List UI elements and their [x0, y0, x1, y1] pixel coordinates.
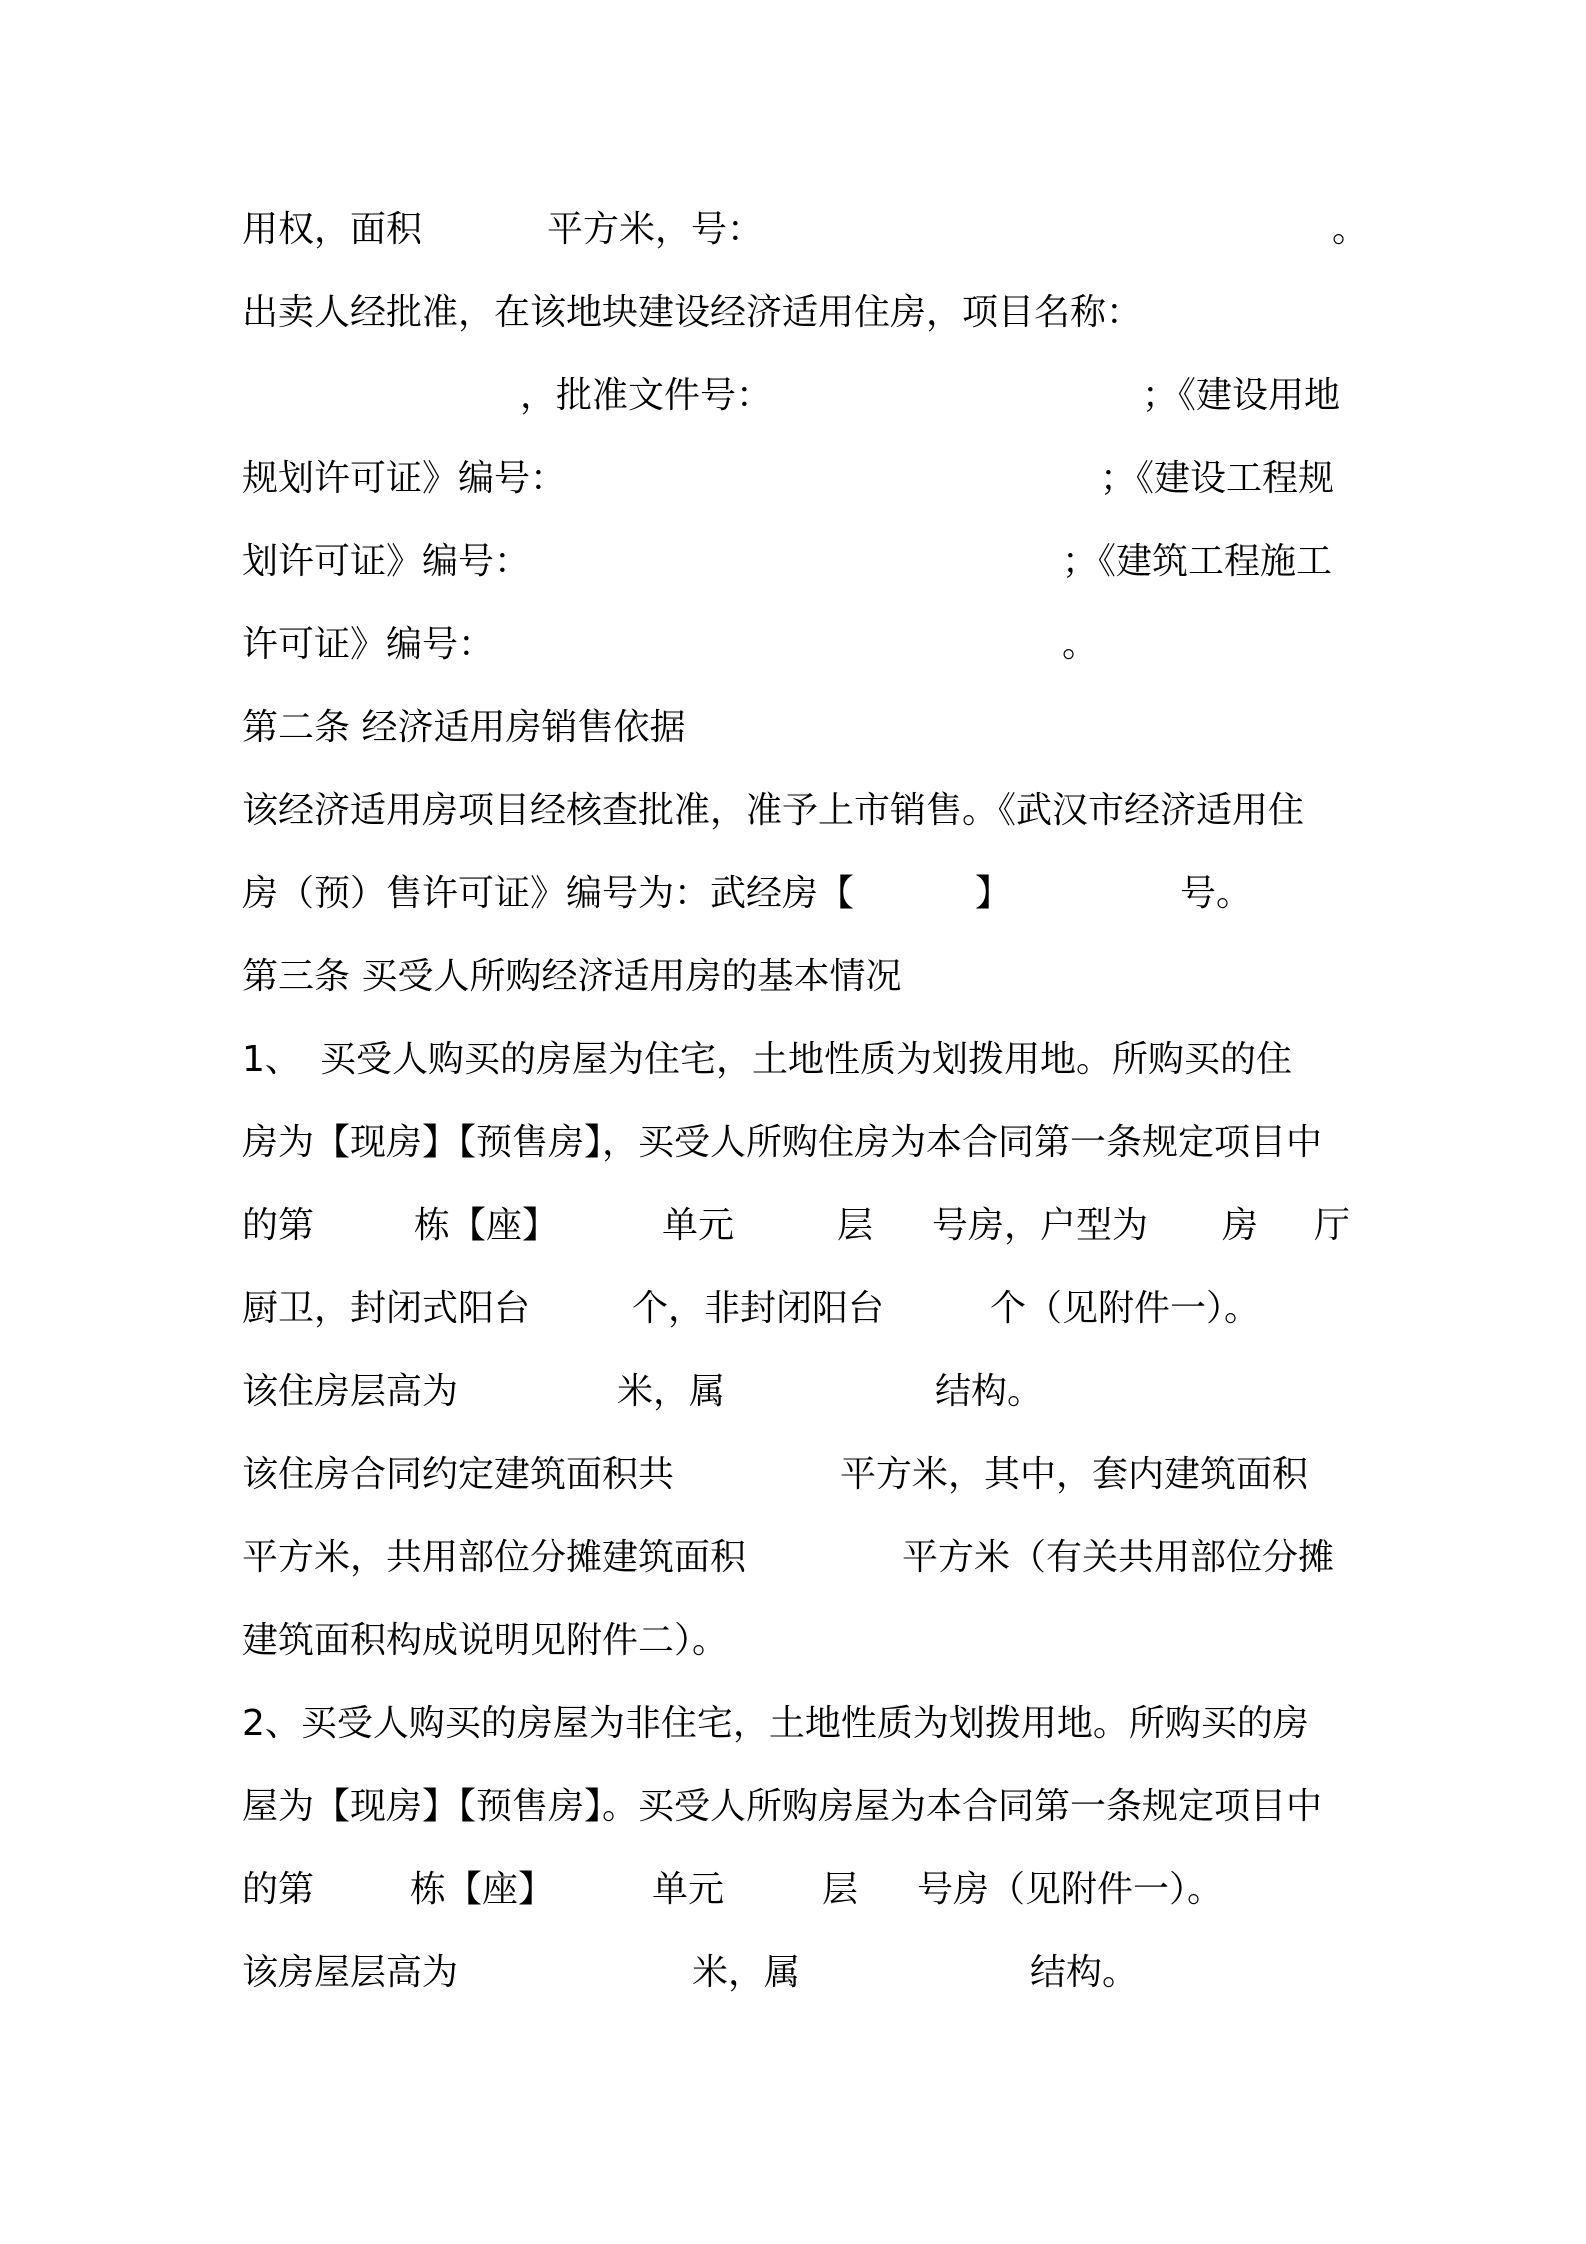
text-segment: 平方米，号： [547, 209, 764, 250]
text-line [242, 1528, 1352, 1588]
text-line [242, 1196, 1352, 1256]
text-segment: 房 [1222, 1205, 1259, 1246]
text-segment: 结构。 [1030, 1952, 1139, 1993]
text-segment: 房为【现房】【预售房】，买受人所购住房为本合同第一条规定项目中 [242, 1122, 1323, 1163]
text-line [242, 615, 1352, 675]
text-segment: 米，属 [692, 1952, 801, 1993]
text-segment: ；《建筑工程施工 [1062, 541, 1333, 582]
text-segment: ，批准文件号： [520, 375, 773, 416]
text-segment: 该经济适用房项目经核查批准，准予上市销售。《武汉市经济适用住 [242, 790, 1305, 831]
text-segment: 出卖人经批准，在该地块建设经济适用住房，项目名称： [242, 292, 1143, 333]
text-line [242, 532, 1352, 592]
text-segment: 该住房层高为 [242, 1371, 459, 1412]
text-segment: 平方米，共用部位分摊建筑面积 [242, 1537, 747, 1578]
text-segment: 号房（见附件一）。 [917, 1869, 1224, 1910]
text-segment: 房（预）售许可证》编号为：武经房【 [242, 873, 855, 914]
text-segment: 层 [822, 1869, 859, 1910]
text-segment: 米，属 [617, 1371, 726, 1412]
text-line [242, 1030, 1352, 1090]
text-segment: 厅 [1314, 1205, 1351, 1246]
text-segment: 建筑面积构成说明见附件二）。 [242, 1620, 729, 1661]
text-segment: 2、买受人购买的房屋为非住宅，土地性质为划拨用地。所购买的房 [242, 1703, 1309, 1744]
text-segment: 屋为【现房】【预售房】。买受人所购房屋为本合同第一条规定项目中 [242, 1786, 1323, 1827]
text-segment: 许可证》编号： [242, 624, 495, 665]
text-line [242, 1279, 1352, 1339]
text-line [242, 1943, 1352, 2003]
text-segment: ；《建设工程规 [1100, 458, 1335, 499]
text-segment: 1、 [242, 1039, 301, 1080]
section-heading [242, 947, 1352, 1007]
section-heading [242, 698, 1352, 758]
text-line [242, 864, 1352, 924]
text-segment: 的第 [242, 1205, 315, 1246]
text-line [242, 1694, 1352, 1754]
text-segment: 。 [1062, 624, 1099, 665]
text-line [242, 1611, 1352, 1671]
text-segment: 规划许可证》编号： [242, 458, 567, 499]
text-segment: 栋【座】 [410, 1869, 555, 1910]
text-segment: 用权，面积 [242, 209, 423, 250]
text-segment: 该房屋层高为 [242, 1952, 459, 1993]
text-segment: 】 [975, 873, 1012, 914]
text-segment: 划许可证》编号： [242, 541, 531, 582]
text-segment: 层 [837, 1205, 874, 1246]
text-line [242, 1362, 1352, 1422]
text-line [242, 283, 1352, 343]
text-line [242, 781, 1352, 841]
text-line [242, 449, 1352, 509]
text-segment: 单元 [662, 1205, 735, 1246]
text-segment: 第二条 经济适用房销售依据 [242, 707, 686, 748]
text-segment: 平方米（有关共用部位分摊 [902, 1537, 1335, 1578]
text-segment: 号房，户型为 [932, 1205, 1149, 1246]
text-segment: 第三条 买受人所购经济适用房的基本情况 [242, 956, 902, 997]
text-line [242, 1777, 1352, 1837]
text-segment: 平方米，其中，套内建筑面积 [840, 1454, 1309, 1495]
text-segment: 个（见附件一）。 [990, 1288, 1261, 1329]
text-segment: 买受人购买的房屋为住宅，土地性质为划拨用地。所购买的住 [320, 1039, 1293, 1080]
text-segment: 个，非封闭阳台 [632, 1288, 885, 1329]
text-segment: 。 [1332, 209, 1369, 250]
text-line [242, 200, 1369, 260]
text-line [242, 366, 1352, 426]
text-line [242, 1445, 1352, 1505]
text-segment: 该住房合同约定建筑面积共 [242, 1454, 675, 1495]
text-segment: 结构。 [935, 1371, 1044, 1412]
text-segment: 的第 [242, 1869, 315, 1910]
text-segment: 厨卫，封闭式阳台 [242, 1288, 531, 1329]
text-segment: 栋【座】 [414, 1205, 559, 1246]
text-line [242, 1113, 1352, 1173]
text-segment: ；《建设用地 [1142, 375, 1341, 416]
text-segment: 单元 [652, 1869, 725, 1910]
text-line [242, 1860, 1352, 1920]
text-segment: 号。 [1180, 873, 1253, 914]
